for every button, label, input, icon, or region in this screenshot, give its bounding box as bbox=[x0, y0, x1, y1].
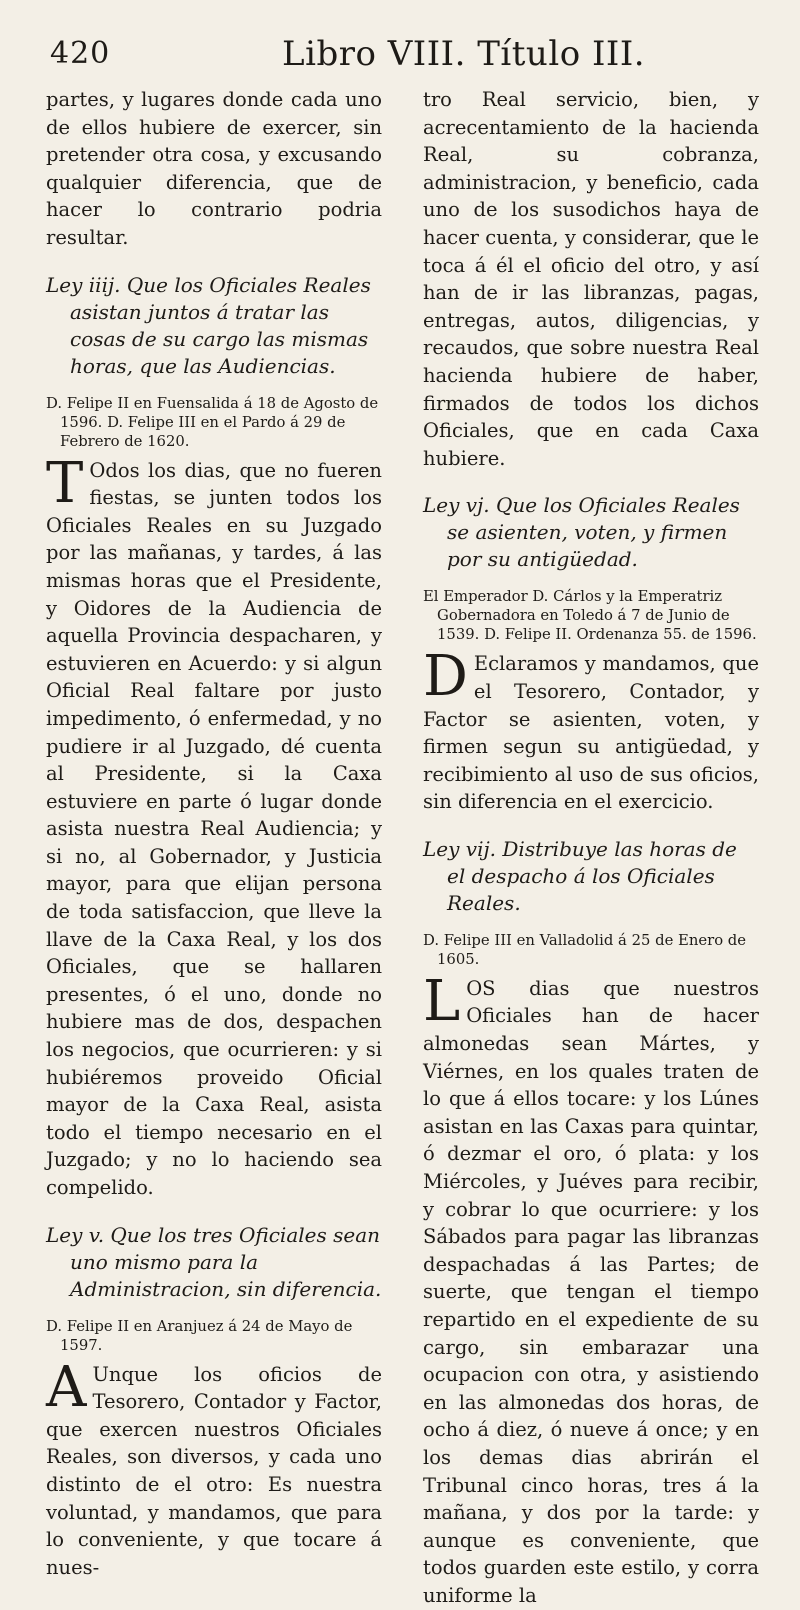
drop-cap: L bbox=[423, 968, 461, 1034]
ley-5-body bbox=[46, 1354, 382, 1582]
ley-4-title: Ley iiij. Que los Oficiales Reales asistan juntos á tratar las cosas de su cargo las mismas horas, que las Audiencias. bbox=[46, 272, 371, 378]
right-column bbox=[423, 86, 759, 1610]
ley-6-title: Ley vj. Que los Oficiales Reales se asienten, voten, y firmen por su antigüedad. bbox=[423, 493, 740, 572]
ley-4-body bbox=[46, 450, 382, 1202]
left-column bbox=[46, 86, 382, 1581]
ley-4-citation: D. Felipe II en Fuensalida á 18 de Agosto de 1596. D. Felipe III en el Pardo á 29 de Febrero de 1620. bbox=[46, 394, 379, 450]
page-header bbox=[50, 36, 760, 72]
ley-6-text: Eclaramos y mandamos, que el Tesorero, Contador, y Factor se asienten, voten, y firmen segun su antigüedad, y recibimiento al uso de sus oficios, sin diferencia en el exercicio. bbox=[423, 652, 759, 814]
ley-7-citation: D. Felipe III en Valladolid á 25 de Enero de 1605. bbox=[423, 931, 747, 968]
running-title: Libro VIII. Título III. bbox=[282, 34, 646, 74]
ley-4-text: Odos los dias, que no fueren fiestas, se junten todos los Oficiales Reales en su Juzgado por las mañanas, y tardes, á las mismas horas que el Presidente, y Oidores de la Audiencia de aquella Provincia despacharen, y estuvieren en Acuerdo: y si algun Oficial Real faltare por justo impedimento, ó enfermedad, y no pudiere ir al Juzgado, dé cuenta al Presidente, si la Caxa estuviere en parte ó lugar donde asista nuestra Real Audiencia; y si no, al Gobernador, y Justicia mayor, para que elijan persona de toda satisfaccion, que lleve la llave de la Caxa Real, y los dos Oficiales, que se hallaren presentes, ó el uno, donde no hubiere mas de dos, despachen los negocios, que ocurrieren: y si hubiéremos proveido Oficial mayor de la Caxa Real, asista todo el tiempo necesario en el Juzgado; y no lo haciendo sea compelido. bbox=[46, 458, 382, 1199]
ley-6-body bbox=[423, 644, 759, 816]
ley-7-body bbox=[423, 968, 759, 1610]
continuation-text: tro Real servicio, bien, y acrecentamiento de la hacienda Real, su cobranza, administracion, y beneficio, cada uno de los susodichos haya de hacer cuenta, y considerar, que le toca á él el oficio del otro, y así han de ir las libranzas, pagas, entregas, autos, diligencias, y recaudos, que sobre nuestra Real hacienda hubiere de haber, firmados de todos los dichos Oficiales, que en cada Caxa hubiere. bbox=[423, 88, 759, 470]
ley-6-citation: El Emperador D. Cárlos y la Emperatriz Gobernadora en Toledo á 7 de Junio de 1539. D. Felipe II. Ordenanza 55. de 1596. bbox=[423, 588, 757, 644]
ley-7-text: OS dias que nuestros Oficiales han de hacer almonedas sean Mártes, y Viérnes, en los quales traten de lo que á ellos tocare: y los Lúnes asistan en las Caxas para quintar, ó dezmar el oro, ó plata: y los Miércoles, y Juéves para recibir, y cobrar lo que ocurriere: y los Sábados para pagar las libranzas despachadas á las Partes; de suerte, que tengan el tiempo repartido en el expediente de su cargo, sin embarazar una ocupacion con otra, y asistiendo en las almonedas dos horas, de ocho á diez, ó nueve á once; y en los demas dias abrirán el Tribunal cinco horas, tres á la mañana, y dos por la tarde: y aunque es conveniente, que todos guarden este estilo, y corra uniforme la bbox=[423, 976, 759, 1607]
ley-7-title: Ley vij. Distribuye las horas de el despacho á los Oficiales Reales. bbox=[423, 836, 737, 915]
ley-5-title: Ley v. Que los tres Oficiales sean uno mismo para la Administracion, sin diferencia. bbox=[46, 1222, 382, 1301]
drop-cap: D bbox=[423, 644, 468, 710]
continuation-text: partes, y lugares donde cada uno de ellos hubiere de exercer, sin pretender otra cosa, y excusando qualquier diferencia, que de hacer lo contrario podria resultar. bbox=[46, 88, 382, 249]
drop-cap: T bbox=[46, 450, 84, 516]
ley-5-text: Unque los oficios de Tesorero, Contador y Factor, que exercen nuestros Oficiales Reales, son diversos, y cada uno distinto de el otro: Es nuestra voluntad, y mandamos, que para lo conveniente, y que tocare á nues- bbox=[46, 1362, 382, 1579]
page-number: 420 bbox=[50, 36, 111, 71]
drop-cap: A bbox=[46, 1354, 87, 1420]
ley-5-citation: D. Felipe II en Aranjuez á 24 de Mayo de 1597. bbox=[46, 1317, 353, 1354]
